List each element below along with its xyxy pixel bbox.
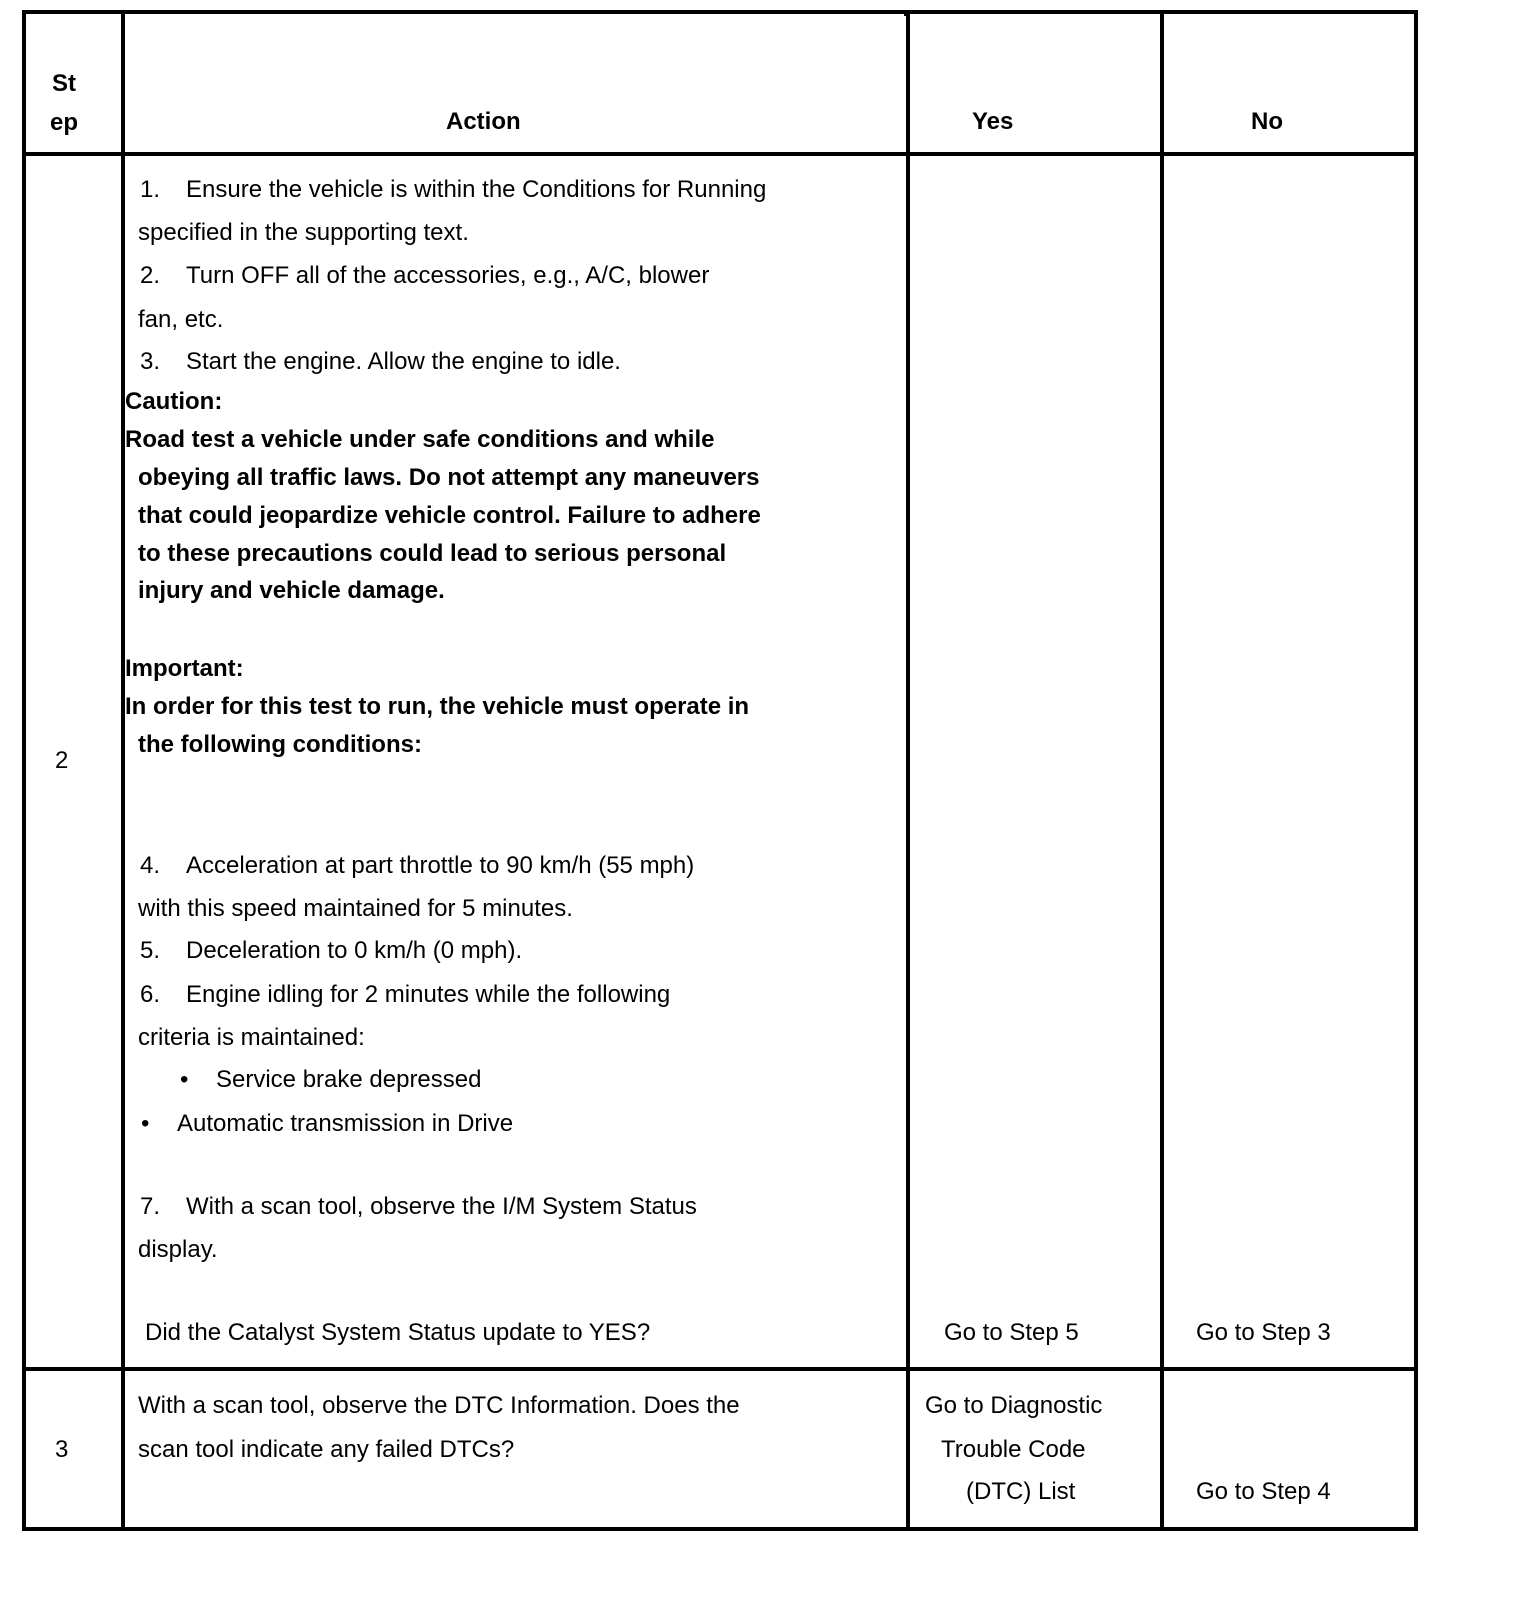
action-item-5 bbox=[140, 939, 522, 963]
col-border-yes-no bbox=[1160, 10, 1164, 1531]
header-bottom-border bbox=[22, 152, 1418, 156]
yes-result-line2: Trouble Code bbox=[941, 1436, 1086, 1463]
item-text: Engine idling for 2 minutes while the following bbox=[186, 981, 671, 1008]
header-step-line2: ep bbox=[50, 109, 79, 136]
item-number: 1. bbox=[140, 176, 161, 203]
action-question: Did the Catalyst System Status update to YES? bbox=[145, 1319, 651, 1346]
action-item-7-cont: display. bbox=[138, 1236, 218, 1263]
bullet-item-2 bbox=[141, 1112, 513, 1136]
item-number: 4. bbox=[140, 852, 161, 879]
action-item-1 bbox=[140, 178, 766, 202]
item-text: Acceleration at part throttle to 90 km/h (55 mph) bbox=[186, 852, 695, 879]
table-top-border bbox=[22, 10, 1418, 14]
action-item-6 bbox=[140, 983, 670, 1007]
action-text-line2: scan tool indicate any failed DTCs? bbox=[138, 1436, 515, 1463]
important-text-line2: the following conditions: bbox=[138, 731, 422, 758]
item-text: Deceleration to 0 km/h (0 mph). bbox=[186, 937, 523, 964]
caution-text-line2: obeying all traffic laws. Do not attempt any maneuvers bbox=[138, 464, 760, 491]
action-item-3 bbox=[140, 350, 621, 374]
item-number: 6. bbox=[140, 981, 161, 1008]
caution-text-line1: Road test a vehicle under safe conditions and while bbox=[125, 426, 715, 453]
yes-result-line3: (DTC) List bbox=[966, 1478, 1076, 1505]
header-action: Action bbox=[446, 108, 521, 135]
caution-label: Caution: bbox=[125, 388, 223, 415]
caution-text-line3: that could jeopardize vehicle control. Failure to adhere bbox=[138, 502, 761, 529]
item-number: 2. bbox=[140, 262, 161, 289]
action-item-7 bbox=[140, 1195, 697, 1219]
row-2-bottom-border bbox=[22, 1367, 1418, 1371]
item-text: Start the engine. Allow the engine to idle. bbox=[186, 348, 621, 375]
col-border-action-yes bbox=[906, 10, 910, 1531]
step-number: 3 bbox=[55, 1436, 69, 1463]
no-result: Go to Step 4 bbox=[1196, 1478, 1331, 1505]
bullet-text: Service brake depressed bbox=[216, 1066, 482, 1093]
important-text-line1: In order for this test to run, the vehicle must operate in bbox=[125, 693, 750, 720]
important-label: Important: bbox=[125, 655, 244, 682]
item-number: 5. bbox=[140, 937, 161, 964]
col-border-right bbox=[1414, 10, 1418, 1531]
caution-text-line4: to these precautions could lead to serious personal bbox=[138, 540, 727, 567]
yes-result: Go to Step 5 bbox=[944, 1319, 1079, 1346]
header-step-line1: St bbox=[52, 70, 76, 97]
item-number: 7. bbox=[140, 1193, 161, 1220]
step-number: 2 bbox=[55, 747, 69, 774]
item-number: 3. bbox=[140, 348, 161, 375]
no-result: Go to Step 3 bbox=[1196, 1319, 1331, 1346]
bullet-item-1 bbox=[180, 1068, 481, 1092]
action-item-2-cont: fan, etc. bbox=[138, 306, 224, 333]
action-text-line1: With a scan tool, observe the DTC Information. Does the bbox=[138, 1392, 740, 1419]
table-bottom-border bbox=[22, 1527, 1418, 1531]
yes-result-line1: Go to Diagnostic bbox=[925, 1392, 1103, 1419]
action-item-4 bbox=[140, 854, 694, 878]
action-item-4-cont: with this speed maintained for 5 minutes. bbox=[138, 895, 573, 922]
item-text: With a scan tool, observe the I/M System Status bbox=[186, 1193, 697, 1220]
item-text: Ensure the vehicle is within the Conditions for Running bbox=[186, 176, 767, 203]
action-item-2 bbox=[140, 264, 709, 288]
item-text: Turn OFF all of the accessories, e.g., A/C, blower bbox=[186, 262, 710, 289]
bullet-text: Automatic transmission in Drive bbox=[177, 1110, 514, 1137]
action-item-6-cont: criteria is maintained: bbox=[138, 1024, 365, 1051]
bullet-icon: • bbox=[141, 1110, 150, 1137]
bullet-icon: • bbox=[180, 1066, 189, 1093]
header-no: No bbox=[1251, 108, 1283, 135]
col-border-left bbox=[22, 10, 26, 1531]
header-yes: Yes bbox=[972, 108, 1014, 135]
caution-text-line5: injury and vehicle damage. bbox=[138, 577, 445, 604]
action-item-1-cont: specified in the supporting text. bbox=[138, 219, 469, 246]
col-border-step-action bbox=[121, 10, 125, 1531]
border-tick bbox=[904, 10, 908, 16]
